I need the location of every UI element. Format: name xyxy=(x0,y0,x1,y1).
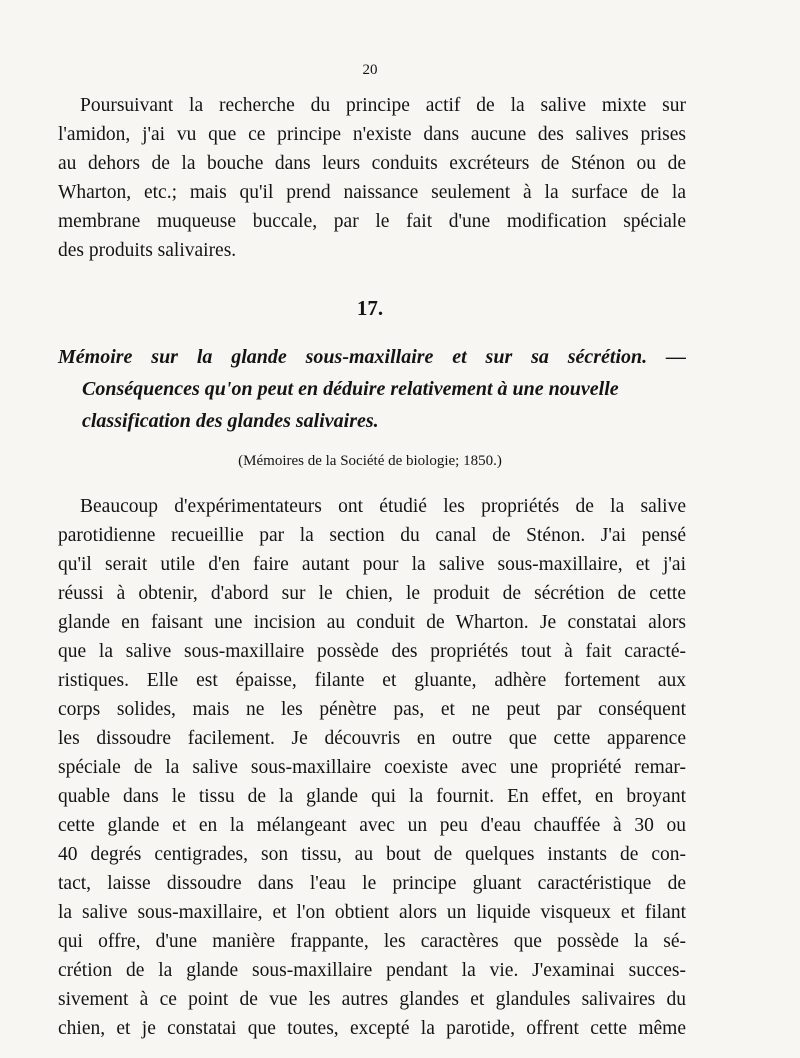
title-line: classification des glandes salivaires. xyxy=(82,410,379,432)
text-line: Wharton, etc.; mais qu'il prend naissance seulement à la surface de la xyxy=(58,182,686,203)
text-line: sivement à ce point de vue les autres glandes et glandules salivaires du xyxy=(58,989,686,1010)
paragraph-intro xyxy=(58,91,686,265)
text-line: Beaucoup d'expérimentateurs ont étudié les propriétés de la salive xyxy=(80,496,686,517)
text-line: les dissoudre facilement. Je découvris en outre que cette apparence xyxy=(58,728,686,749)
page-number: 20 xyxy=(362,62,378,78)
paragraph-body xyxy=(58,492,686,1043)
text-line: 40 degrés centigrades, son tissu, au bout de quelques instants de con- xyxy=(58,844,686,865)
text-line: parotidienne recueillie par la section du canal de Sténon. J'ai pensé xyxy=(58,525,686,546)
text-line: au dehors de la bouche dans leurs conduits excréteurs de Sténon ou de xyxy=(58,153,686,174)
text-line: cette glande et en la mélangeant avec un peu d'eau chauffée à 30 ou xyxy=(58,815,686,836)
text-line: quable dans le tissu de la glande qui la fournit. En effet, en broyant xyxy=(58,786,686,807)
text-line: qu'il serait utile d'en faire autant pour la salive sous-maxillaire, et j'ai xyxy=(58,554,686,575)
text-line: tact, laisse dissoudre dans l'eau le principe gluant caractéristique de xyxy=(58,873,686,894)
text-line: crétion de la glande sous-maxillaire pendant la vie. J'examinai succes- xyxy=(58,960,686,981)
text-line: qui offre, d'une manière frappante, les caractères que possède la sé- xyxy=(58,931,686,952)
text-line: spéciale de la salive sous-maxillaire coexiste avec une propriété remar- xyxy=(58,757,686,778)
text-line: réussi à obtenir, d'abord sur le chien, le produit de sécrétion de cette xyxy=(58,583,686,604)
title-line: Mémoire sur la glande sous-maxillaire et sur sa sécrétion. — xyxy=(58,346,686,368)
text-line: des produits salivaires. xyxy=(58,240,237,261)
text-line: Poursuivant la recherche du principe actif de la salive mixte sur xyxy=(80,95,686,116)
text-line: chien, et je constatai que toutes, excepté la parotide, offrent cette même xyxy=(58,1018,686,1039)
text-line: ristiques. Elle est épaisse, filante et gluante, adhère fortement aux xyxy=(58,670,686,691)
text-line: la salive sous-maxillaire, et l'on obtient alors un liquide visqueux et filant xyxy=(58,902,686,923)
section-number: 17. xyxy=(356,296,384,320)
citation: (Mémoires de la Société de biologie; 1850.) xyxy=(238,453,502,469)
title-line: Conséquences qu'on peut en déduire relativement à une nouvelle xyxy=(82,378,619,400)
text-line: corps solides, mais ne les pénètre pas, et ne peut par conséquent xyxy=(58,699,686,720)
text-line: que la salive sous-maxillaire possède des propriétés tout à fait caracté- xyxy=(58,641,686,662)
section-title xyxy=(58,341,686,437)
text-line: glande en faisant une incision au conduit de Wharton. Je constatai alors xyxy=(58,612,686,633)
text-line: l'amidon, j'ai vu que ce principe n'existe dans aucune des salives prises xyxy=(58,124,686,145)
text-line: membrane muqueuse buccale, par le fait d'une modification spéciale xyxy=(58,211,686,232)
